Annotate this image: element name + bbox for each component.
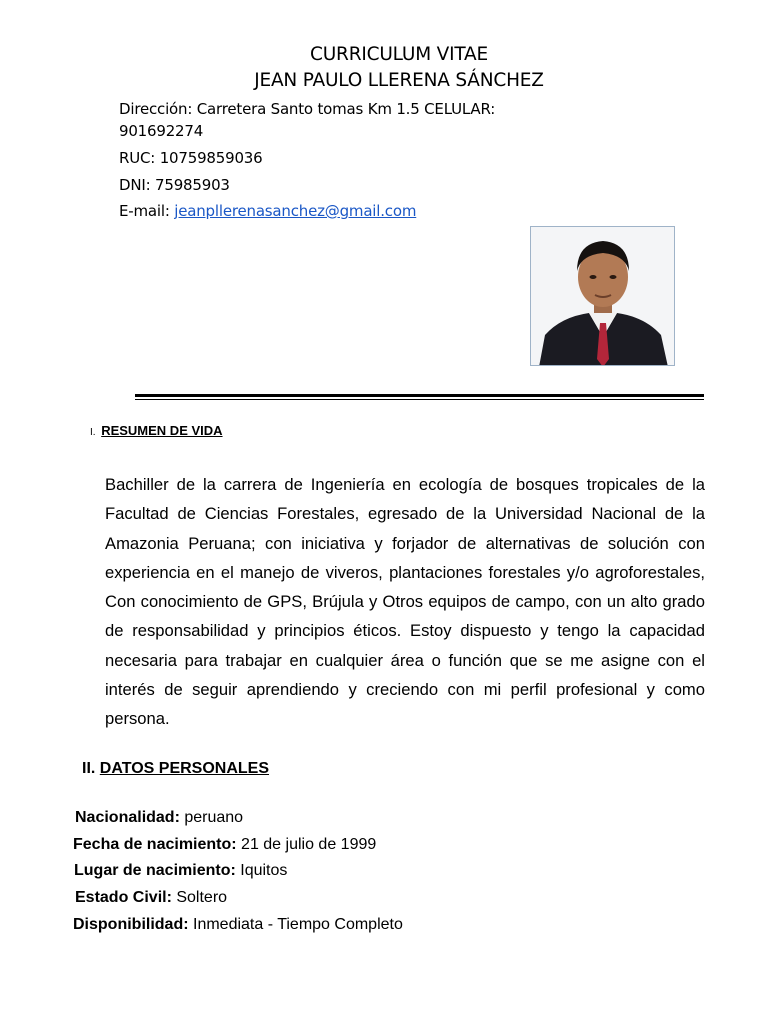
field-value: Inmediata - Tiempo Completo xyxy=(188,916,403,933)
section-title: DATOS PERSONALES xyxy=(99,760,270,777)
field-label: Lugar de nacimiento: xyxy=(74,862,236,879)
field-label: Nacionalidad: xyxy=(75,809,180,826)
section-number: II. xyxy=(82,760,96,777)
personal-data-row xyxy=(74,862,287,880)
email-label: E-mail: xyxy=(119,202,175,220)
person-name: JEAN PAULO LLERENA SÁNCHEZ xyxy=(254,70,544,91)
field-value: Iquitos xyxy=(235,862,288,879)
divider-thin xyxy=(135,399,704,400)
field-label: Fecha de nacimiento: xyxy=(73,836,237,853)
field-label: Disponibilidad: xyxy=(73,916,189,933)
section-number: I. xyxy=(90,427,96,438)
personal-data-row xyxy=(75,809,243,827)
summary-paragraph: Bachiller de la carrera de Ingeniería en ecología de bosques tropicales de la Facultad de Ciencias Forestales, egresado de la Universidad Nacional de la Amazonia Peruana; con iniciativa y forjador de alternativas de solución con experiencia en el manejo de viveros, plantaciones forestales y/o agroforestales, Con conocimiento de GPS, Brújula y Otros equipos de campo, con un alto grado de responsabilidad y principios éticos. Estoy dispuesto y tengo la capacidad necesaria para trabajar en cualquier área o función que se me asigne con el interés de seguir aprendiendo y creciendo con mi perfil profesional y como persona. xyxy=(105,475,705,729)
phone-line: 901692274 xyxy=(119,122,204,140)
ruc-line: RUC: 10759859036 xyxy=(119,149,263,167)
personal-data-row xyxy=(75,889,227,907)
email-link[interactable]: jeanpllerenasanchez@gmail.com xyxy=(174,202,417,220)
section-title: RESUMEN DE VIDA xyxy=(101,423,223,438)
divider-thick xyxy=(135,394,704,397)
dni-line: DNI: 75985903 xyxy=(119,176,230,194)
field-label: Estado Civil: xyxy=(75,889,172,906)
section-heading-datos xyxy=(82,760,269,778)
document-title: CURRICULUM VITAE xyxy=(310,44,488,65)
field-value: peruano xyxy=(179,809,244,826)
section-heading-resumen xyxy=(90,423,223,438)
email-line xyxy=(119,200,416,222)
personal-data-row xyxy=(73,836,376,854)
personal-data-row xyxy=(73,916,403,934)
profile-photo xyxy=(530,226,675,366)
field-value: Soltero xyxy=(171,889,228,906)
field-value: 21 de julio de 1999 xyxy=(236,836,377,853)
address-line: Dirección: Carretera Santo tomas Km 1.5 CELULAR: xyxy=(119,100,496,118)
